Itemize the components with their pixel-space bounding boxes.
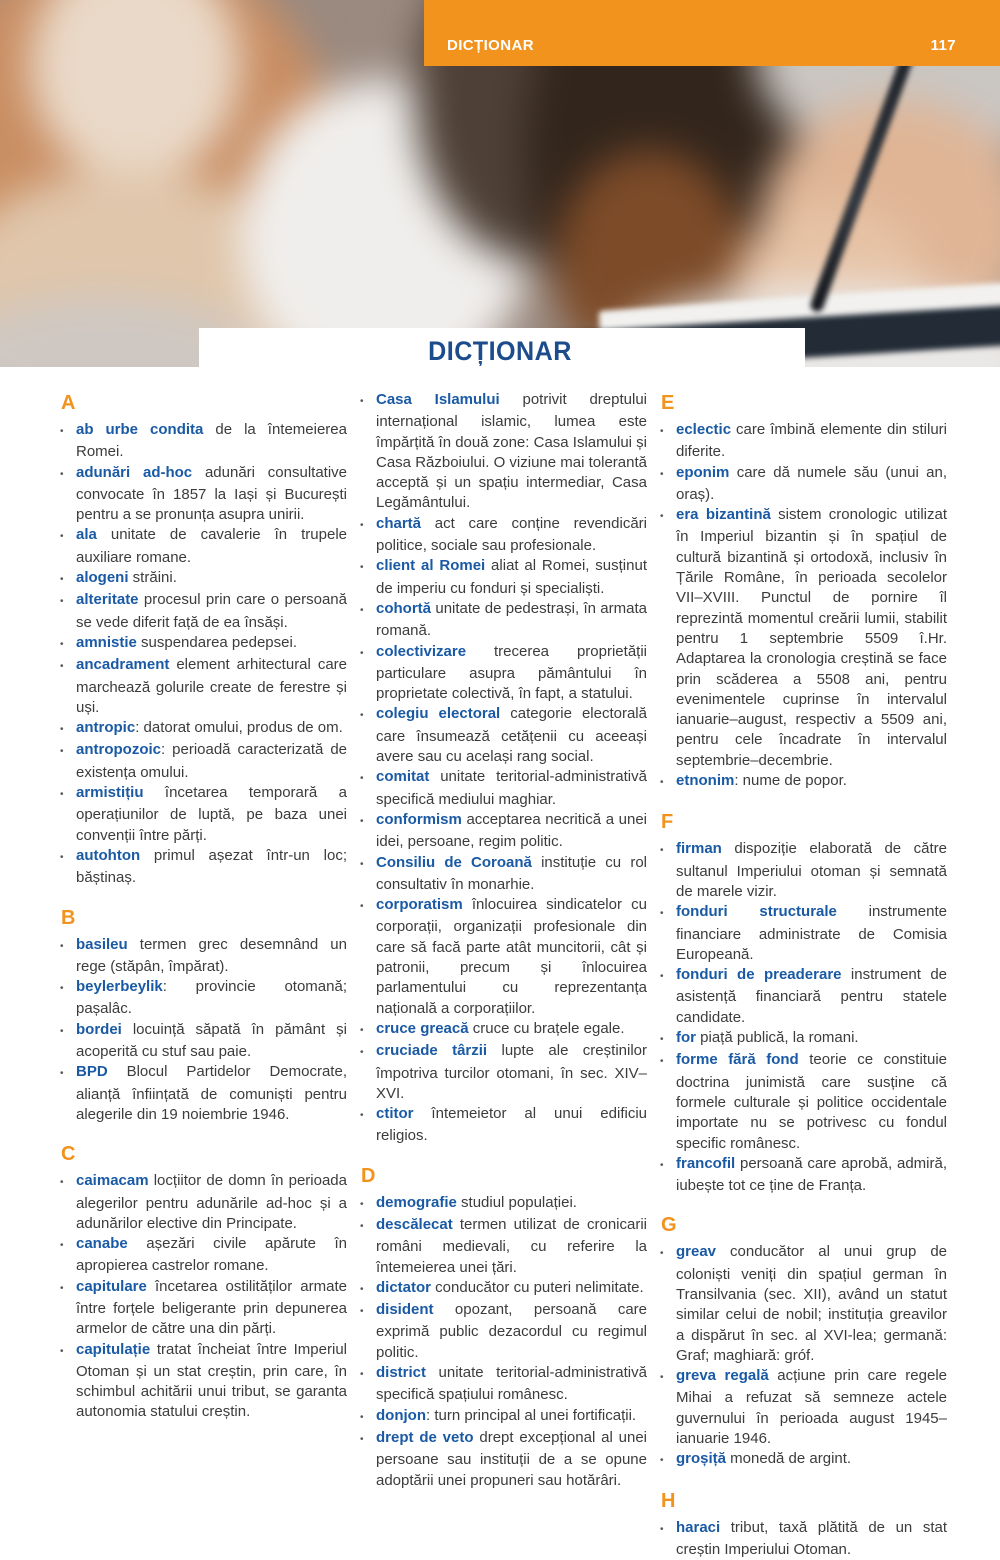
entry-definition: dispoziție elaborată de către sultanul Imperiului otoman și semnată de marele vizir. <box>676 840 947 900</box>
dictionary-entry <box>60 783 347 846</box>
entry-term: ctitor <box>376 1105 414 1123</box>
entry-definition: element arhitectural care marchează golurile create de ferestre și uși. <box>76 656 347 716</box>
entry-term: dictator <box>376 1278 432 1296</box>
section-letter: G <box>661 1214 677 1237</box>
bullet-marker: • <box>60 1177 64 1189</box>
entry-term: ala <box>76 526 97 544</box>
entry-definition: conducător cu puteri nelimitate. <box>431 1278 644 1296</box>
bullet-marker: • <box>360 562 364 574</box>
entry-term: ab urbe condita <box>76 421 204 438</box>
bullet-marker: • <box>660 908 664 920</box>
bullet-marker: • <box>660 1248 664 1260</box>
bullet-marker: • <box>60 1345 64 1357</box>
entry-term: descălecat <box>376 1215 453 1233</box>
dictionary-entry <box>360 1104 647 1147</box>
entry-definition: provincie otomană; pașalâc. <box>76 978 347 1018</box>
entry-term: cruce greacă <box>376 1019 469 1037</box>
bullet-marker: • <box>60 1240 64 1252</box>
entry-term: fonduri structurale <box>676 903 837 921</box>
dictionary-entry <box>360 1193 647 1215</box>
entry-term: cohortă <box>376 599 432 617</box>
entry-definition: datorat omului, produs de om. <box>139 719 343 737</box>
entry-definition: categorie electorală care însumează cetățenii cu aceeași avere sau cu același rang social. <box>376 705 647 766</box>
entry-definition: de la întemeierea Romei. <box>76 421 347 461</box>
entry-term: amnistie <box>76 633 137 651</box>
dictionary-entry <box>60 935 347 978</box>
entry-term: fonduri de preaderare <box>676 966 842 984</box>
entry-definition: instituție cu rol consultativ în monarhie. <box>376 853 647 893</box>
bullet-marker: • <box>60 940 64 952</box>
bullet-marker: • <box>360 1283 364 1295</box>
bullet-marker: • <box>660 1034 664 1046</box>
entry-definition: primul așezat într-un loc; băștinaș. <box>76 846 347 887</box>
entry-definition: unitate teritorial-administrativă specifică mediului maghiar. <box>376 768 647 808</box>
entry-term: cruciade târzii <box>376 1042 488 1060</box>
entry-separator: : <box>425 1406 431 1424</box>
section-letter: B <box>61 906 76 929</box>
entry-term: antropozoic <box>76 741 161 759</box>
dictionary-entry <box>660 1050 947 1153</box>
entry-separator: : <box>135 719 140 737</box>
dictionary-entry <box>60 525 347 568</box>
dictionary-entry <box>360 1428 647 1491</box>
entry-term: Casa Islamului <box>376 391 500 408</box>
entry-separator: : <box>162 978 167 996</box>
bullet-marker: • <box>360 773 364 785</box>
section-letter: C <box>61 1143 76 1166</box>
dictionary-entry <box>360 1215 647 1278</box>
bullet-marker: • <box>660 1455 664 1467</box>
bullet-marker: • <box>360 1369 364 1381</box>
bullet-marker: • <box>360 647 364 659</box>
entry-term: autohton <box>76 846 141 864</box>
entry-definition: piață publică, la romani. <box>696 1029 859 1047</box>
entry-term: comitat <box>376 768 430 786</box>
dictionary-entry <box>360 1363 647 1406</box>
dictionary-column <box>60 390 347 1560</box>
bullet-marker: • <box>360 815 364 827</box>
dictionary-entry <box>360 853 647 896</box>
entry-term: adunări ad-hoc <box>76 463 193 481</box>
bullet-marker: • <box>60 661 64 673</box>
section-letter: D <box>361 1164 376 1187</box>
entry-definition: unitate de cavalerie în trupele auxiliare romane. <box>76 526 347 566</box>
entry-definition: perioadă caracterizată de existența omului. <box>76 741 347 781</box>
bullet-marker: • <box>360 1306 364 1318</box>
bullet-marker: • <box>60 468 64 480</box>
dictionary-column <box>360 390 647 1560</box>
dictionary-entry <box>60 718 347 740</box>
bullet-marker: • <box>660 511 664 523</box>
dictionary-entry <box>360 704 647 767</box>
entry-definition: străini. <box>128 569 177 587</box>
dictionary-entry <box>660 1154 947 1197</box>
bullet-marker: • <box>60 574 64 586</box>
entry-definition: act care conține revendicări politice, sociale sau profesionale. <box>376 514 647 555</box>
page-number: 117 <box>930 37 956 54</box>
entry-term: BPD <box>76 1063 108 1081</box>
entry-definition: unitate de pedestrași, în armata romană. <box>376 599 647 640</box>
bullet-marker: • <box>60 1025 64 1037</box>
entry-term: alogeni <box>76 569 129 587</box>
section-letter: F <box>661 811 674 834</box>
bullet-marker: • <box>60 638 64 650</box>
dictionary-entry <box>60 1234 347 1277</box>
entry-definition: cruce cu brațele egale. <box>468 1019 625 1037</box>
entry-definition: trecerea proprietății particulare asupra pământului în proprietate colectivă, în fapt, a statului. <box>376 642 647 703</box>
entry-term: greav <box>676 1243 717 1261</box>
entry-term: armistițiu <box>76 784 144 802</box>
bullet-marker: • <box>360 1024 364 1036</box>
entry-definition: care dă numele său (unui an, oraș). <box>676 463 947 503</box>
entry-definition: turn principal al unei fortificații. <box>430 1406 637 1424</box>
bullet-marker: • <box>660 777 664 789</box>
dictionary-entry <box>360 810 647 853</box>
dictionary-entry <box>60 655 347 718</box>
entry-definition: termen utilizat de cronicarii români medievali, cu referire la întemeierea unei țări. <box>376 1215 647 1276</box>
bullet-marker: • <box>60 983 64 995</box>
bullet-marker: • <box>60 746 64 758</box>
bullet-marker: • <box>360 1198 364 1210</box>
dictionary-entry <box>660 965 947 1028</box>
bullet-marker: • <box>660 468 664 480</box>
entry-term: forme fără fond <box>676 1051 799 1069</box>
entry-definition: înlocuirea sindicatelor cu corporații, organizații profesionale din care să facă parte atât muncitorii, cât și patronii, precum și înlocuirea parlamentului cu reprezentanța națională a corporațiilor. <box>376 896 647 1017</box>
entry-separator: : <box>161 741 166 759</box>
bullet-marker: • <box>360 1411 364 1423</box>
dictionary-entry <box>660 1518 947 1560</box>
dictionary-entry <box>660 1242 947 1366</box>
entry-term: drept de veto <box>376 1428 474 1446</box>
bullet-marker: • <box>60 724 64 736</box>
entry-definition: teorie ce constituie doctrina junimistă care susține că formele culturale și politice occidentale importate nu se potrivesc cu fondul specific românesc. <box>676 1051 947 1152</box>
bullet-marker: • <box>660 1523 664 1535</box>
entry-definition: studiul populației. <box>456 1193 577 1211</box>
entry-term: era bizantină <box>676 506 771 524</box>
entry-term: etnonim <box>676 772 735 790</box>
dictionary-entry <box>660 771 947 793</box>
entry-term: district <box>376 1364 427 1382</box>
entry-definition: persoană care aprobă, admiră, iubește tot ce ține de Franța. <box>676 1154 947 1195</box>
entry-term: Consiliu de Coroană <box>376 853 532 871</box>
entry-term: greva regală <box>676 1367 769 1385</box>
dictionary-entry <box>360 514 647 557</box>
entry-definition: adunări consultative convocate în 1857 la Iași și București pentru a se pronunța asupra unirii. <box>76 463 348 524</box>
columns <box>0 390 1000 1560</box>
bullet-marker: • <box>360 396 364 407</box>
bullet-marker: • <box>60 851 64 863</box>
dictionary-entry <box>360 1278 647 1300</box>
entry-definition: așezări civile apărute în apropierea castrelor romane. <box>76 1235 347 1275</box>
entry-definition: lupte ale creștinilor împotriva turcilor otomani, în sec. XIV–XVI. <box>376 1042 647 1102</box>
dictionary-entry <box>360 1019 647 1041</box>
entry-term: haraci <box>676 1518 721 1536</box>
dictionary-entry <box>360 767 647 810</box>
dictionary-entry <box>60 633 347 655</box>
entry-term: capitulație <box>76 1340 151 1358</box>
entry-definition: tratat încheiat între Imperiul Otoman și un stat creștin, prin care, în schimbul achitării unui tribut, se garanta autonomia statului creștin. <box>76 1340 347 1421</box>
entry-term: chartă <box>376 514 422 532</box>
dictionary-entry <box>660 1028 947 1050</box>
entry-term: canabe <box>76 1235 128 1253</box>
dictionary-entry <box>660 902 947 965</box>
bullet-marker: • <box>60 1282 64 1294</box>
dictionary-entry <box>360 1300 647 1363</box>
entry-definition: încetarea temporară a operațiunilor de luptă, pe baza unei convenții între părți. <box>76 784 347 844</box>
entry-definition: aliat al Romei, susținut de imperiu cu fonduri și specialiști. <box>376 557 647 597</box>
entry-term: conformism <box>376 810 462 828</box>
entry-term: colectivizare <box>376 642 467 660</box>
bullet-marker: • <box>360 710 364 722</box>
dictionary-entry <box>60 590 347 633</box>
dictionary-entry <box>660 839 947 902</box>
bullet-marker: • <box>360 1433 364 1445</box>
entry-definition: termen grec desemnând un rege (stăpân, împărat). <box>76 935 347 975</box>
dictionary-entry <box>60 568 347 590</box>
entry-term: demografie <box>376 1193 457 1211</box>
bullet-marker: • <box>660 1056 664 1068</box>
entry-definition: drept excepțional al unei persoane sau instituții de a se opune adoptării unei propuneri sau hotărâri. <box>376 1428 647 1489</box>
entry-term: beylerbeylik <box>76 978 163 996</box>
dictionary-entry <box>360 1406 647 1428</box>
bullet-marker: • <box>60 1068 64 1080</box>
entry-definition: încetarea ostilităților armate între forțele beligerante prin depunerea armelor de către una din părți. <box>76 1277 347 1338</box>
bullet-marker: • <box>360 858 364 870</box>
entry-definition: nume de popor. <box>738 772 847 790</box>
entry-term: basileu <box>76 935 128 953</box>
header-title: DICȚIONAR <box>447 37 534 54</box>
bullet-marker: • <box>60 426 64 437</box>
bullet-marker: • <box>360 901 364 913</box>
entry-definition: sistem cronologic utilizat în Imperiul bizantin și în spațiul de cultură bizantină și ortodoxă, inclusiv în Țările Române, în perioada secolelor VII–XVIII. Punctul de pornire îl reprezintă momentul creării lumii, stabilit pentru 1 septembrie 5509 î.Hr. Adaptarea la cronologia creștină se face prin scăderea a 5508 ani, pentru evenimentele cuprinse în intervalul ianuarie–august, respectiv a 5509 ani, pentru cele încadrate în intervalul septembrie–decembrie. <box>676 506 947 769</box>
entry-definition: potrivit dreptului internațional islamic, lumea este împărțită în două zone: Casa Islamului și Casa Războiului. O viziune mai tolerantă acceptă și un spațiu intermediar, Casa Legământului. <box>376 391 648 512</box>
entry-term: client al Romei <box>376 557 486 575</box>
entry-separator: : <box>734 772 739 790</box>
dictionary-entry <box>60 1171 347 1234</box>
bullet-marker: • <box>60 789 64 801</box>
entry-definition: unitate teritorial-administrativă specifică spațiului românesc. <box>376 1364 647 1404</box>
entry-term: eponim <box>676 463 730 481</box>
entry-definition: instrumente financiare administrate de Comisia Europeană. <box>676 903 947 963</box>
page-title: DICȚIONAR <box>428 336 572 366</box>
entry-term: antropic <box>76 719 136 737</box>
entry-definition: monedă de argint. <box>726 1450 852 1468</box>
bullet-marker: • <box>660 1159 664 1171</box>
entry-term: eclectic <box>676 421 732 438</box>
entry-term: francofil <box>676 1154 736 1172</box>
dictionary-entry <box>660 420 947 463</box>
dictionary-entry <box>60 1277 347 1340</box>
entry-definition: locțiitor de domn în perioada alegerilor pentru adunările ad-hoc și a adunărilor elective din Principate. <box>76 1172 347 1232</box>
dictionary-entry <box>360 390 647 514</box>
dictionary-entry <box>660 1449 947 1471</box>
bullet-marker: • <box>360 1220 364 1232</box>
bullet-marker: • <box>360 1047 364 1059</box>
dictionary-entry <box>360 599 647 642</box>
entry-term: groșiță <box>676 1450 727 1468</box>
bullet-marker: • <box>60 531 64 543</box>
entry-definition: Blocul Partidelor Democrate, alianță înființată de comuniști pentru alegerile din 19 noiembrie 1946. <box>76 1063 347 1123</box>
section-letter: H <box>661 1489 676 1512</box>
dictionary-column <box>660 390 947 1560</box>
dictionary-entry <box>360 895 647 1019</box>
entry-term: donjon <box>376 1406 426 1424</box>
entry-definition: conducător al unui grup de coloniști veniți din spațiul german în Transilvania (sec. XII), având un statut similar celui de nobil; instituția greavilor a dispărut în sec. al XVI-lea; germană: Graf; maghiară: gróf. <box>676 1243 947 1364</box>
bullet-marker: • <box>360 519 364 531</box>
entry-definition: suspendarea pedepsei. <box>136 633 297 651</box>
entry-term: capitulare <box>76 1277 147 1295</box>
entry-term: firman <box>676 840 722 858</box>
dictionary-entry <box>60 1020 347 1063</box>
dictionary-entry <box>60 463 347 526</box>
page-header-bar <box>424 0 1000 66</box>
bullet-marker: • <box>360 1110 364 1122</box>
entry-definition: procesul prin care o persoană se vede diferit față de ea însăși. <box>76 591 347 631</box>
entry-definition: locuință săpată în pământ și acoperită cu stuf sau paie. <box>76 1020 347 1061</box>
bullet-marker: • <box>660 971 664 983</box>
entry-term: caimacam <box>76 1172 149 1190</box>
entry-definition: acțiune prin care regele Mihai a refuzat să semneze actele guvernului în perioada august 1945–ianuarie 1946. <box>676 1367 947 1448</box>
bullet-marker: • <box>360 604 364 616</box>
dictionary-entry <box>60 1340 347 1423</box>
bullet-marker: • <box>660 426 664 437</box>
entry-term: for <box>676 1029 696 1047</box>
entry-term: colegiu electoral <box>376 705 501 723</box>
dictionary-entry <box>360 556 647 599</box>
dictionary-entry <box>360 642 647 705</box>
dictionary-entry <box>660 463 947 506</box>
dictionary-entry <box>60 420 347 463</box>
bullet-marker: • <box>60 596 64 608</box>
entry-term: corporatism <box>376 896 463 914</box>
dictionary-entry <box>60 1062 347 1125</box>
dictionary-entry <box>660 1366 947 1449</box>
pen <box>809 37 920 314</box>
section-letter: A <box>61 392 76 414</box>
section-letter: E <box>661 392 675 414</box>
bullet-marker: • <box>660 845 664 857</box>
dictionary-entry <box>60 977 347 1020</box>
entry-definition: instrument de asistență financiară pentru statele candidate. <box>676 966 947 1026</box>
entry-term: ancadrament <box>76 656 170 674</box>
entry-definition: întemeietor al unui edificiu religios. <box>376 1105 647 1145</box>
entry-definition: care îmbină elemente din stiluri diferite. <box>676 421 947 461</box>
entry-term: bordei <box>76 1020 122 1038</box>
entry-term: alteritate <box>76 591 139 609</box>
entry-definition: opozant, persoană care exprimă public dezacordul cu regimul politic. <box>376 1301 647 1361</box>
dictionary-entry <box>60 846 347 889</box>
bullet-marker: • <box>660 1372 664 1384</box>
entry-definition: acceptarea necritică a unei idei, persoane, regim politic. <box>376 810 647 851</box>
entry-term: disident <box>376 1301 434 1319</box>
entry-definition: tribut, taxă plătită de un stat creștin Imperiului Otoman. <box>676 1518 947 1558</box>
dictionary-entry <box>660 505 947 771</box>
dictionary-entry <box>360 1041 647 1104</box>
dictionary-entry <box>60 740 347 783</box>
